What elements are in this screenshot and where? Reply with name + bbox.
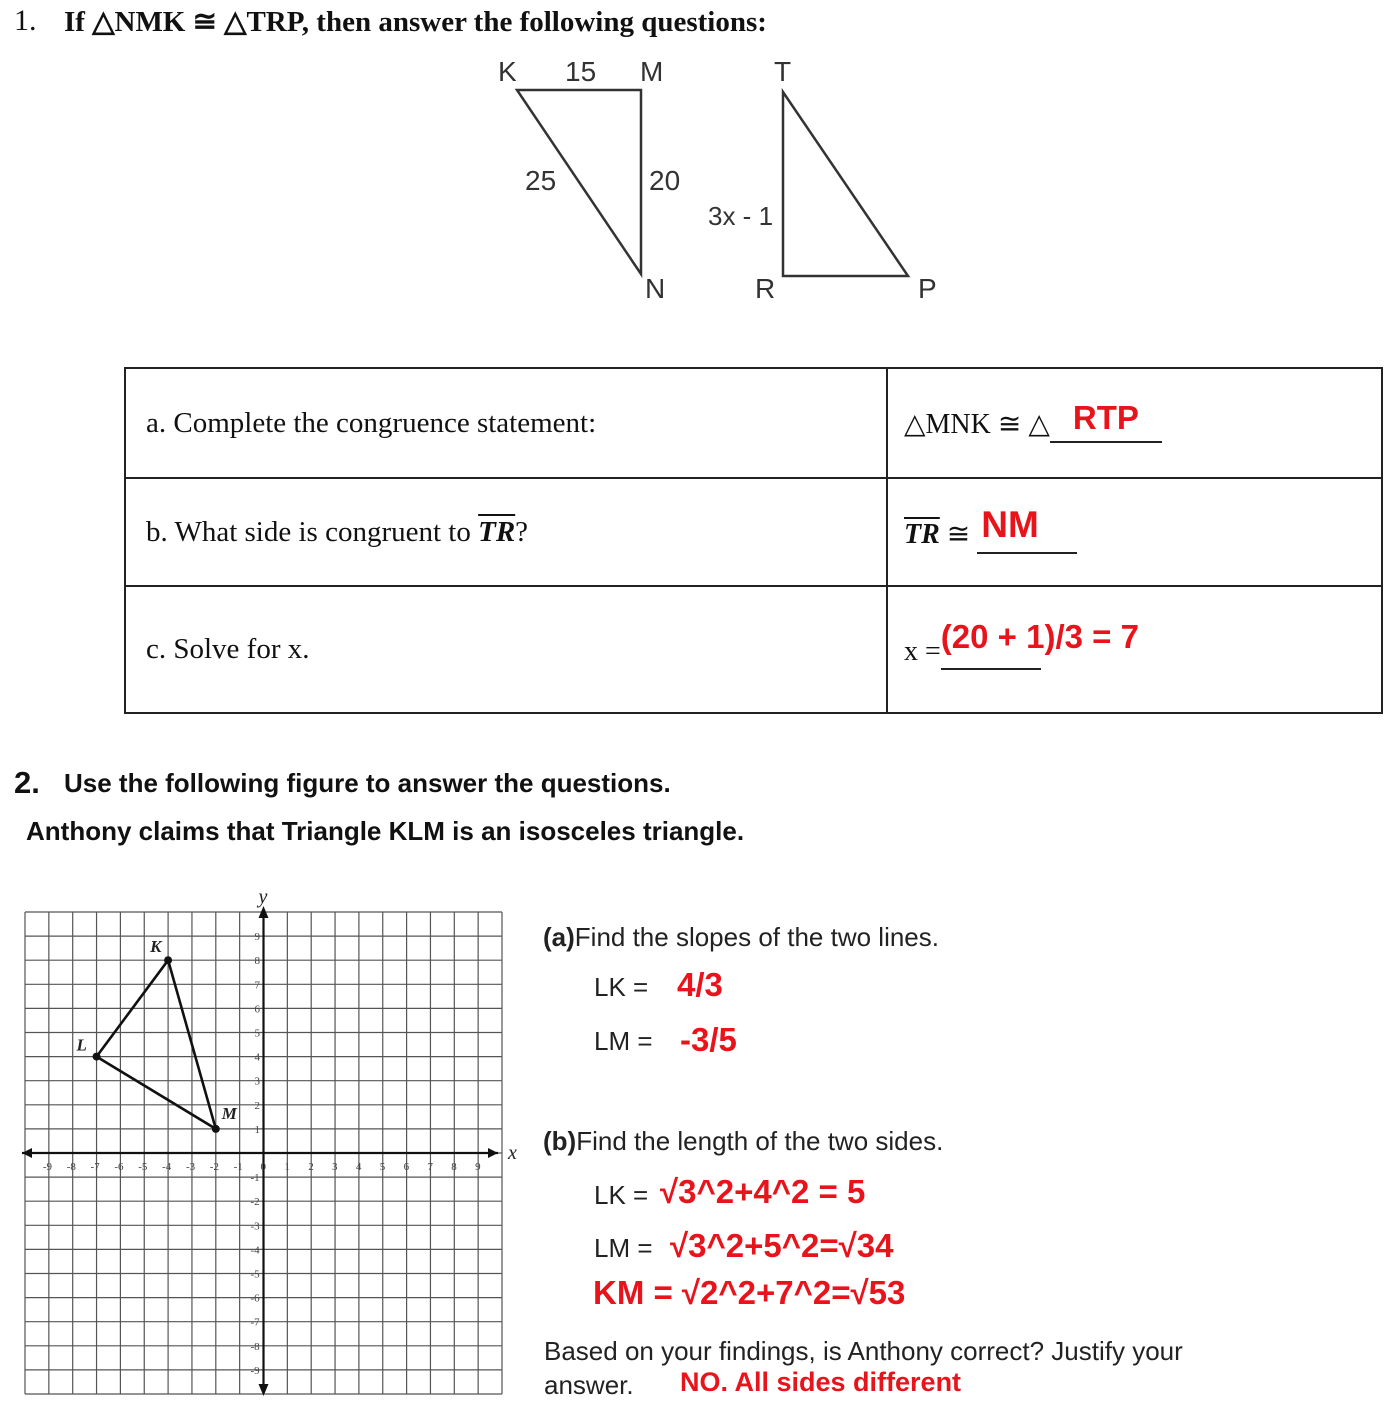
part-a-lk-label: LK = — [594, 972, 649, 1002]
part-c-answer: NO. All sides different — [680, 1367, 962, 1397]
y-tick-label: -2 — [250, 1196, 260, 1209]
x-tick-label: -9 — [42, 1161, 53, 1173]
table-row — [125, 586, 1382, 713]
point-k — [164, 956, 172, 964]
x-axis-label: x — [508, 1142, 517, 1164]
vertex-k-label: K — [498, 56, 517, 87]
question-c-text: c. Solve for x. — [146, 633, 310, 665]
x-tick-label: 1 — [284, 1161, 290, 1173]
part-b-lm-answer: √3^2+5^2=√34 — [670, 1227, 894, 1264]
part-c-question-line2: answer. — [544, 1370, 634, 1400]
x-tick-label: -1 — [233, 1161, 243, 1173]
x-tick-label: 4 — [355, 1161, 362, 1173]
vertex-t-label: T — [774, 56, 792, 87]
x-tick-label: 8 — [451, 1161, 457, 1173]
x-tick-label: 2 — [308, 1161, 314, 1173]
x-tick-label: 3 — [332, 1161, 338, 1173]
part-b-label: (b) — [543, 1126, 577, 1156]
answer-c-prefix: x = — [904, 635, 941, 667]
part-c-question-line1: Based on your findings, is Anthony correct? Justify your — [544, 1336, 1183, 1366]
part-b-lk-answer: √3^2+4^2 = 5 — [660, 1173, 866, 1210]
answer-b-segment: $\overline{TR}$ — [904, 519, 940, 550]
y-tick-label: -9 — [250, 1364, 260, 1377]
part-b-text: Find the length of the two sides. — [576, 1126, 944, 1156]
x-tick-label: 0 — [260, 1161, 266, 1173]
part-b-lm-label: LM = — [594, 1233, 653, 1263]
triangle-trp — [783, 92, 908, 276]
question-2-prompt: Use the following figure to answer the questions. — [64, 768, 671, 798]
answer-b-cell — [887, 478, 1382, 586]
question-b-cell — [125, 478, 887, 586]
y-tick-label: -4 — [250, 1244, 260, 1257]
coordinate-grid — [20, 880, 530, 1405]
part-a-label: (a) — [543, 922, 575, 952]
part-b-km-answer: KM = √2^2+7^2=√53 — [593, 1274, 906, 1311]
vertex-m-label: M — [640, 56, 664, 87]
side-kn-label: 25 — [525, 165, 557, 196]
y-tick-label: -7 — [250, 1316, 260, 1329]
y-tick-label: -8 — [250, 1340, 260, 1353]
congruent-triangles-figure — [480, 50, 960, 310]
y-tick-label: 7 — [254, 979, 260, 992]
question-b-suffix: ? — [515, 515, 529, 548]
part-a-lm-answer: -3/5 — [680, 1021, 737, 1058]
y-tick-label: 4 — [254, 1051, 260, 1064]
y-tick-label: 6 — [254, 1003, 260, 1016]
answer-b-prefix: ≅ — [939, 519, 978, 550]
answer-c-cell — [887, 586, 1382, 713]
y-tick-label: 9 — [254, 931, 260, 944]
segment-tr-label: $\overline{TR}$ — [478, 515, 516, 548]
part-a-text: Find the slopes of the two lines. — [574, 922, 939, 952]
part-a-question — [543, 922, 939, 953]
x-axis-arrow-right — [488, 1148, 498, 1158]
point-k-label: K — [150, 937, 162, 957]
question-1-number: 1. — [14, 4, 37, 37]
y-tick-label: 1 — [254, 1123, 260, 1136]
x-tick-label: -8 — [66, 1161, 76, 1173]
y-tick-label: -5 — [250, 1268, 260, 1281]
x-tick-label: -3 — [185, 1161, 196, 1173]
question-c-cell — [125, 586, 887, 713]
answer-b-value: NM — [981, 504, 1039, 545]
x-tick-label: 6 — [403, 1161, 410, 1173]
x-axis-arrow-left — [22, 1148, 32, 1158]
y-tick-label: 8 — [254, 955, 260, 968]
side-tr-label: 3x - 1 — [708, 201, 774, 231]
x-tick-label: -7 — [90, 1161, 100, 1173]
question-1-prompt: If △NMK ≅ △TRP, then answer the following questions: — [64, 6, 767, 38]
x-tick-label: -5 — [138, 1161, 148, 1173]
question-b-text: b. What side is congruent to — [146, 515, 479, 548]
part-a-lk-answer: 4/3 — [677, 966, 723, 1003]
side-mn-label: 20 — [649, 165, 681, 196]
triangle-klm — [76, 937, 238, 1133]
y-tick-label: -3 — [250, 1220, 260, 1233]
y-tick-label: 5 — [254, 1027, 260, 1040]
x-tick-label: 9 — [475, 1161, 481, 1173]
part-a-lm-row — [594, 1026, 653, 1057]
table-row — [125, 478, 1382, 586]
part-a-lk-row — [594, 972, 648, 1003]
y-tick-label: -6 — [250, 1292, 260, 1305]
question-2-claim: Anthony claims that Triangle KLM is an isosceles triangle. — [26, 816, 745, 846]
answer-a-cell — [887, 368, 1382, 478]
part-a-lm-label: LM = — [594, 1026, 653, 1056]
part-b-lk-label: LK = — [594, 1180, 649, 1210]
y-axis-label: y — [258, 886, 268, 908]
x-tick-label: -6 — [114, 1161, 124, 1173]
y-tick-label: -1 — [250, 1172, 260, 1185]
table-row — [125, 368, 1382, 478]
point-l — [93, 1053, 101, 1061]
answer-c-value: (20 + 1)/3 = 7 — [940, 617, 1139, 655]
point-m-label: M — [221, 1103, 237, 1123]
x-tick-label: -2 — [209, 1161, 219, 1173]
x-tick-label: 7 — [427, 1161, 433, 1173]
part-b-lk-row — [594, 1180, 648, 1211]
vertex-r-label: R — [755, 273, 776, 304]
question-a-text: a. Complete the congruence statement: — [146, 406, 597, 439]
x-tick-label: 5 — [379, 1161, 386, 1173]
question-1-table — [124, 367, 1383, 714]
x-tick-label: -4 — [162, 1161, 172, 1173]
question-2-number: 2. — [14, 765, 40, 800]
triangle-klm-outline — [97, 960, 216, 1129]
answer-a-prefix: △MNK ≅ △ — [904, 409, 1050, 440]
vertex-p-label: P — [918, 273, 937, 304]
vertex-n-label: N — [645, 273, 666, 304]
point-l-label: L — [76, 1035, 87, 1055]
point-m — [212, 1125, 220, 1133]
question-a-cell — [125, 368, 887, 478]
y-tick-label: 3 — [254, 1075, 260, 1088]
part-b-lm-row — [594, 1233, 653, 1264]
part-b-question — [543, 1126, 943, 1157]
y-tick-label: 2 — [254, 1099, 260, 1112]
answer-a-value: RTP — [1072, 399, 1139, 436]
side-km-label: 15 — [565, 56, 597, 87]
